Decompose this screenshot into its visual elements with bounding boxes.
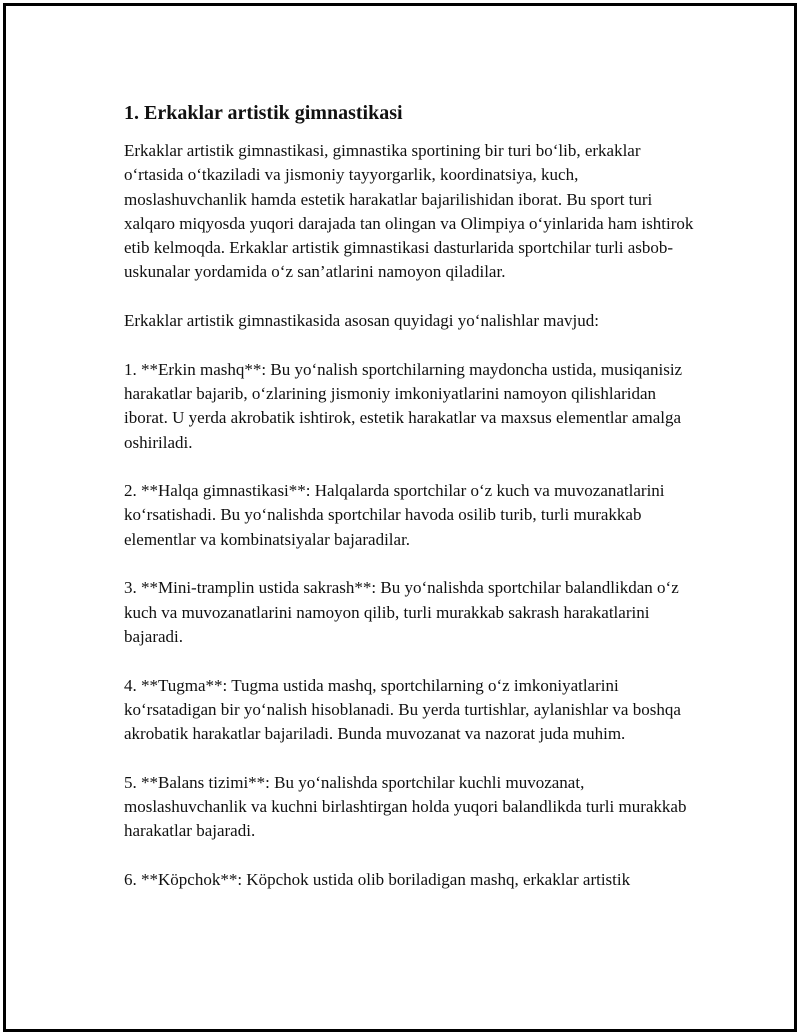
list-item-kopchok: 6. **Köpchok**: Köpchok ustida olib boriladigan mashq, erkaklar artistik	[124, 869, 631, 889]
list-item-tugma: 4. **Tugma**: Tugma ustida mashq, sportchilarning o‘z imkoniyatlarini ko‘rsatadigan bir yo‘nalish hisoblanadi. Bu yerda turtishlar, aylanishlar va boshqa akrobatik harakatlar bajariladi. Bunda muvozanat va nazorat juda muhim.	[124, 675, 681, 744]
document-body	[124, 99, 694, 917]
directions-intro: Erkaklar artistik gimnastikasida asosan quyidagi yo‘nalishlar mavjud:	[124, 311, 599, 331]
document-heading: 1. Erkaklar artistik gimnastikasi	[124, 102, 403, 124]
list-item-erkin-mashq: 1. **Erkin mashq**: Bu yo‘nalish sportchilarning maydoncha ustida, musiqanisiz harakatlar bajarib, o‘zlarining jismoniy imkoniyatlarini namoyon qilishlaridan iborat. U yerda akrobatik ishtirok, estetik harakatlar va maxsus elementlar amalga oshiriladi.	[124, 359, 683, 452]
intro-paragraph: Erkaklar artistik gimnastikasi, gimnastika sportining bir turi bo‘lib, erkaklar o‘rtasida o‘tkaziladi va jismoniy tayyorgarlik, koordinatsiya, kuch, moslashuvchanlik hamda estetik harakatlar bajarilishidan iborat. Bu sport turi xalqaro miqyosda yuqori darajada tan olingan va Olimpiya o‘yinlarida ham ishtirok etib kelmoqda. Erkaklar artistik gimnastikasi dasturlarida sportchilar turli asbob-uskunalar yordamida o‘z san’atlarini namoyon qiladilar.	[124, 141, 694, 282]
list-item-mini-tramplin: 3. **Mini-tramplin ustida sakrash**: Bu yo‘nalishda sportchilar balandlikdan o‘z kuch va muvozanatlarini namoyon qilib, turli murakkab sakrash harakatlarini bajaradi.	[124, 578, 679, 646]
page-frame	[3, 3, 797, 1032]
list-item-balans-tizimi: 5. **Balans tizimi**: Bu yo‘nalishda sportchilar kuchli muvozanat, moslashuvchanlik va kuchni birlashtirgan holda yuqori balandlikda turli murakkab harakatlar bajaradi.	[124, 772, 687, 841]
list-item-halqa-gimnastikasi: 2. **Halqa gimnastikasi**: Halqalarda sportchilar o‘z kuch va muvozanatlarini ko‘rsatishadi. Bu yo‘nalishda sportchilar havoda osilib turib, turli murakkab elementlar va kombinatsiyalar bajaradilar.	[124, 481, 665, 549]
